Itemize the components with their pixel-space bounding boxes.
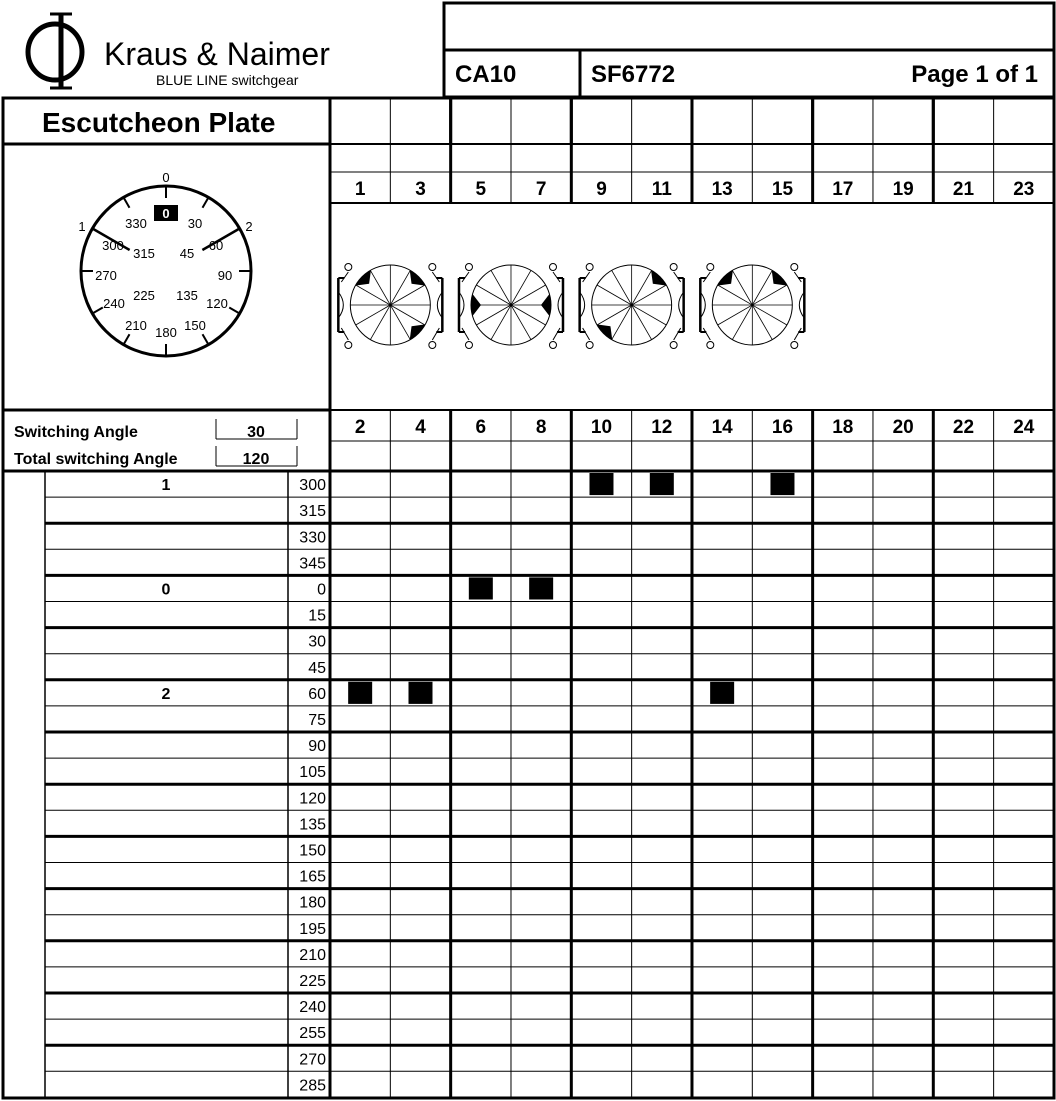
switch-row xyxy=(299,790,326,807)
plate-title: Escutcheon Plate xyxy=(42,107,276,138)
position-label: 1 xyxy=(161,477,171,495)
dial-degree-label: 330 xyxy=(125,216,147,231)
degree-label: 30 xyxy=(308,633,326,651)
degree-label: 210 xyxy=(299,946,326,964)
switch-row xyxy=(162,682,735,704)
terminal-top-label: 1 xyxy=(354,179,366,200)
terminal-bottom-label: 18 xyxy=(832,417,854,438)
total-switching-angle-value: 120 xyxy=(242,451,270,468)
cam-notch xyxy=(597,324,613,340)
switch-row xyxy=(308,712,326,729)
switching-angle-value: 30 xyxy=(247,424,265,441)
switch-row xyxy=(308,738,326,755)
brand-name: Kraus & Naimer xyxy=(104,36,330,72)
page-label: Page 1 of 1 xyxy=(911,61,1038,88)
dial-tick xyxy=(229,308,239,314)
switch-row xyxy=(162,577,554,599)
switch-row xyxy=(299,816,326,833)
dial-position-2: 2 xyxy=(245,219,253,234)
contact-closed-mark xyxy=(408,682,432,704)
switch-type: CA10 xyxy=(455,61,517,88)
dial-degree-label: 300 xyxy=(102,238,124,253)
terminal-top-label: 15 xyxy=(771,179,794,200)
degree-label: 60 xyxy=(308,685,326,703)
switch-row xyxy=(299,895,326,912)
cam-notch xyxy=(772,270,788,286)
degree-label: 315 xyxy=(299,503,326,521)
contact-closed-mark xyxy=(710,682,734,704)
contact-closed-mark xyxy=(529,577,553,599)
terminal-top-label: 3 xyxy=(415,179,426,200)
switch-row xyxy=(162,473,795,495)
contact-closed-mark xyxy=(589,473,613,495)
escutcheon-dial xyxy=(78,170,252,356)
degree-label: 285 xyxy=(299,1077,326,1095)
contact-closed-mark xyxy=(469,577,493,599)
dial-tick xyxy=(124,197,130,207)
terminal-top-label: 23 xyxy=(1013,179,1035,200)
contact-closed-mark xyxy=(650,473,674,495)
cam-diagram xyxy=(338,264,442,349)
dial-degree-label: 315 xyxy=(133,246,155,261)
terminal-bottom-label: 10 xyxy=(590,417,613,438)
degree-label: 240 xyxy=(299,999,326,1017)
switch-row xyxy=(308,634,326,651)
dial-tick xyxy=(203,197,209,207)
switch-row xyxy=(299,973,326,990)
cam-notch xyxy=(355,270,371,286)
degree-label: 45 xyxy=(308,659,326,677)
switch-row xyxy=(299,1077,326,1094)
switch-row xyxy=(299,999,326,1016)
terminal-bottom-label: 2 xyxy=(354,417,366,438)
dial-degree-label: 150 xyxy=(184,318,206,333)
terminal-top-label: 19 xyxy=(892,179,914,200)
terminal-top-label: 13 xyxy=(711,179,733,200)
terminal-bottom-label: 8 xyxy=(535,417,547,438)
switch-row xyxy=(299,869,326,886)
switch-row xyxy=(299,1051,326,1068)
switch-row xyxy=(299,555,326,572)
dial-position-0: 0 xyxy=(162,170,170,185)
degree-label: 270 xyxy=(299,1051,326,1069)
program-code: SF6772 xyxy=(591,61,676,88)
switch-row xyxy=(308,608,326,625)
cam-diagram xyxy=(700,264,804,349)
terminal-top-label: 7 xyxy=(535,179,547,200)
dial-tick xyxy=(203,334,209,344)
dial-degree-label: 210 xyxy=(125,318,147,333)
degree-label: 0 xyxy=(317,581,326,599)
terminal-top-label: 17 xyxy=(832,179,854,200)
degree-label: 150 xyxy=(299,842,326,860)
switching-angle-label: Switching Angle xyxy=(14,424,138,441)
cam-diagrams xyxy=(338,264,804,349)
terminal-bottom-label: 12 xyxy=(651,417,673,438)
dial-degree-label: 30 xyxy=(187,216,203,231)
cam-diagram xyxy=(580,264,684,349)
cam-notch xyxy=(410,270,426,286)
dial-degree-label: 180 xyxy=(155,325,177,340)
terminal-bottom-label: 14 xyxy=(711,417,733,438)
brand-logo xyxy=(28,14,82,88)
degree-label: 165 xyxy=(299,868,326,886)
degree-label: 225 xyxy=(299,972,326,990)
total-switching-angle-label: Total switching Angle xyxy=(14,451,178,468)
dial-degree-label: 120 xyxy=(206,296,228,311)
switch-row xyxy=(299,764,326,781)
terminal-bottom-label: 16 xyxy=(771,417,794,438)
degree-label: 300 xyxy=(299,477,326,495)
degree-label: 15 xyxy=(308,607,326,625)
terminal-top-label: 21 xyxy=(952,179,975,200)
dial-degree-label: 270 xyxy=(95,268,117,283)
degree-label: 75 xyxy=(308,711,326,729)
terminal-bottom-label: 20 xyxy=(892,417,914,438)
position-label: 0 xyxy=(161,581,171,599)
terminal-bottom-label: 6 xyxy=(475,417,487,438)
degree-label: 180 xyxy=(299,894,326,912)
terminal-labels xyxy=(355,179,1035,438)
cam-diagram xyxy=(459,264,563,349)
dial-tick xyxy=(92,308,102,314)
terminal-top-label: 5 xyxy=(475,179,487,200)
logo-ring xyxy=(28,24,82,80)
dial-position-1: 1 xyxy=(78,219,86,234)
degree-label: 345 xyxy=(299,555,326,573)
cam-notch xyxy=(651,270,667,286)
terminal-bottom-label: 4 xyxy=(415,417,426,438)
degree-label: 135 xyxy=(299,816,326,834)
dial-tick xyxy=(124,334,130,344)
degree-label: 330 xyxy=(299,529,326,547)
dial-degree-label: 135 xyxy=(176,288,198,303)
cam-notch xyxy=(410,324,426,340)
dial-degree-label: 60 xyxy=(208,238,224,253)
terminal-top-label: 9 xyxy=(596,179,607,200)
switch-row xyxy=(299,921,326,938)
switch-row xyxy=(299,842,326,859)
degree-label: 255 xyxy=(299,1025,326,1043)
degree-label: 105 xyxy=(299,764,326,782)
terminal-bottom-label: 22 xyxy=(952,417,975,438)
dial-degree-label: 225 xyxy=(133,288,155,303)
degree-label: 120 xyxy=(299,790,326,808)
switch-row xyxy=(299,1025,326,1042)
switch-row xyxy=(299,503,326,520)
position-label: 2 xyxy=(161,685,171,703)
switch-row xyxy=(299,947,326,964)
contact-closed-mark xyxy=(770,473,794,495)
switch-row xyxy=(308,660,326,677)
contact-closed-mark xyxy=(348,682,372,704)
degree-label: 90 xyxy=(308,738,326,756)
dial-highlight-label: 0 xyxy=(162,206,170,221)
cam-notch xyxy=(717,270,733,286)
terminal-bottom-label: 24 xyxy=(1013,417,1035,438)
degree-label: 195 xyxy=(299,920,326,938)
switch-row xyxy=(299,529,326,546)
dial-degree-label: 45 xyxy=(179,246,195,261)
terminal-top-label: 11 xyxy=(651,179,672,200)
dial-degree-label: 90 xyxy=(217,268,233,283)
dial-degree-label: 240 xyxy=(103,296,125,311)
brand-tagline: BLUE LINE switchgear xyxy=(156,72,299,88)
